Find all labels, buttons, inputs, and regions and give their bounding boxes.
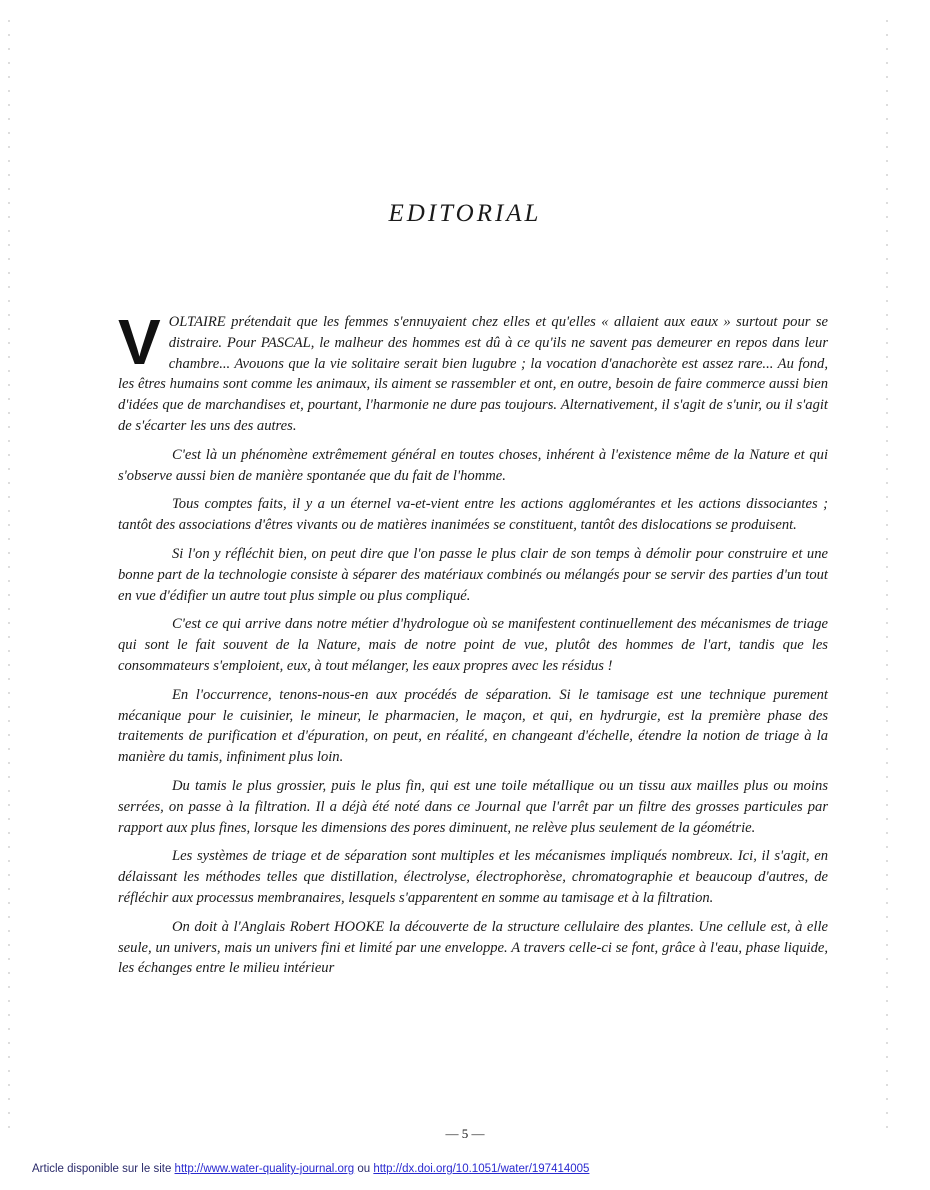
footer-middle: ou xyxy=(354,1163,374,1175)
paragraph-4: Si l'on y réfléchit bien, on peut dire que l'on passe le plus clair de son temps à démolir pour construire et une bonne part de la technologie consiste à séparer des matériaux combinés ou mélangés pour se servir des parties d'un tout en vue d'édifier un autre tout plus simple ou plus compliqué. xyxy=(118,545,828,604)
paragraph-9: On doit à l'Anglais Robert HOOKE la découverte de la structure cellulaire des plantes. Une cellule est, à elle seule, un univers, mais un univers fini et limité par une enveloppe. A travers celle-ci se font, grâce à l'eau, phase liquide, les échanges entre le milieu intérieur xyxy=(118,918,828,977)
scan-artifact-right xyxy=(886,20,888,1140)
paragraph-2: C'est là un phénomène extrêmement général en toutes choses, inhérent à l'existence même de la Nature et qui s'observe aussi bien de manière spontanée que du fait de l'homme. xyxy=(118,446,828,484)
scan-artifact-left xyxy=(8,20,10,1140)
footer-prefix: Article disponible sur le site xyxy=(32,1163,175,1175)
paragraph-8: Les systèmes de triage et de séparation sont multiples et les mécanismes impliqués nombreux. Ici, il s'agit, en délaissant les méthodes telles que distillation, électrolyse, électrophorèse, chromatographie et beaucoup d'autres, de réfléchir aux processus membranaires, lesquels s'apparentent en somme au tamisage et à la filtration. xyxy=(118,848,828,906)
paragraph-6: En l'occurrence, tenons-nous-en aux procédés de séparation. Si le tamisage est une technique purement mécanique pour le cuisinier, le mineur, le pharmacien, le maçon, et qui, en hydrurgie, est la première phase des traitements de purification et d'épuration, on peut, en réalité, en changeant d'échelle, étendre la notion de triage à la manière du tamis, infiniment plus loin. xyxy=(118,686,828,766)
page-number: — 5 — xyxy=(445,1126,485,1141)
paragraph-1-text: OLTAIRE prétendait que les femmes s'ennuyaient chez elles et qu'elles « allaient aux eaux » surtout pour se distraire. Pour PASCAL, le malheur des hommes est dû à ce qu'ils ne savent pas demeurer en repos dans leur chambre... Avouons que la vie solitaire serait bien lugubre ; la vocation d'anachorète est assez rare... Au fond, les êtres humains sont comme les animaux, ils aiment se rassembler et ont, en outre, besoin de faire commerce aussi bien d'idées que de marchandises et, pourtant, l'harmonie ne dure pas toujours. Alternativement, il s'agit de s'unir, ou il s'agit de s'écarter les uns des autres. xyxy=(118,314,828,434)
doi-link[interactable]: http://dx.doi.org/10.1051/water/197414005 xyxy=(373,1163,590,1175)
availability-footer xyxy=(32,1163,892,1175)
paragraph-7: Du tamis le plus grossier, puis le plus fin, qui est une toile métallique ou un tissu aux mailles plus ou moins serrées, on passe à la filtration. Il a déjà été noté dans ce Journal que l'arrêt par un filtre des grosses particules par rapport aux plus fines, lorsque les dimensions des pores diminuent, ne relève plus seulement de la géométrie. xyxy=(118,777,828,836)
paragraph-5: C'est ce qui arrive dans notre métier d'hydrologue où se manifestent continuellement des mécanismes de triage qui sont le fait souvent de la Nature, mais de notre point de vue, plutôt des hommes de l'art, tandis que les consommateurs s'emploient, eux, à tout mélanger, les eaux propres avec les résidus ! xyxy=(118,616,828,674)
drop-cap: V xyxy=(118,306,161,378)
article-body xyxy=(118,306,828,987)
page-title: EDITORIAL xyxy=(388,200,542,227)
paragraph-3: Tous comptes faits, il y a un éternel va-et-vient entre les actions agglomérantes et les actions dissociantes ; tantôt des associations d'êtres vivants ou de matières inanimées se constituent, tantôt des dislocations se produisent. xyxy=(118,496,828,534)
paragraph-1 xyxy=(118,306,828,437)
journal-link[interactable]: http://www.water-quality-journal.org xyxy=(174,1163,355,1175)
